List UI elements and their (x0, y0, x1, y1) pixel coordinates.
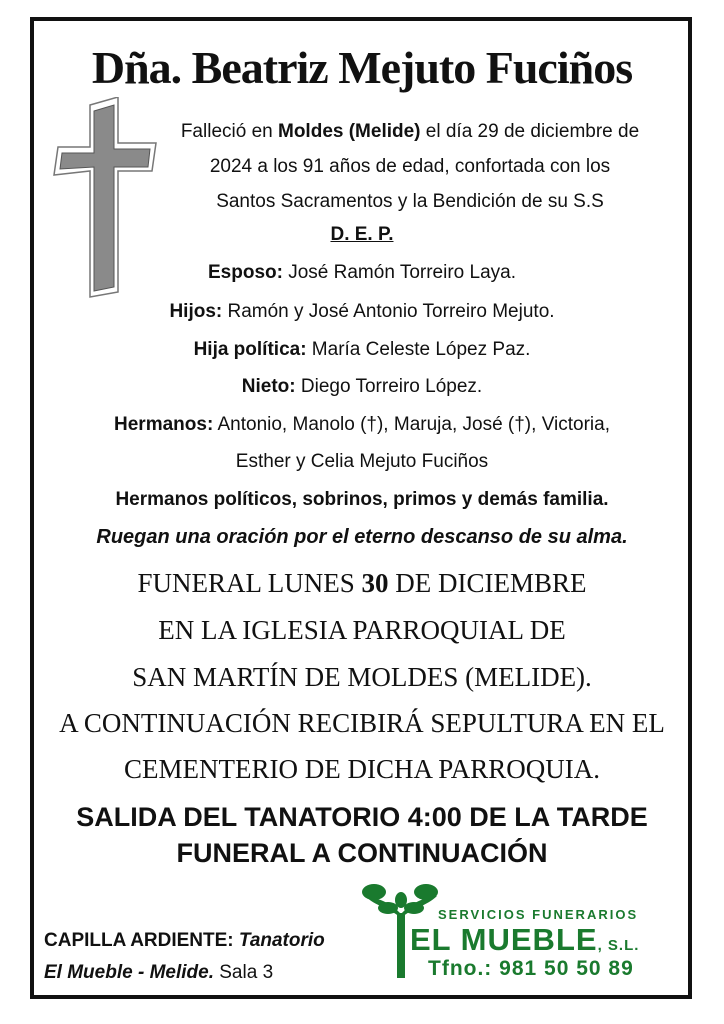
logo-name: EL MUEBLE, S.L. (410, 922, 640, 957)
prayer-request: Ruegan una oración por el eterno descanso de su alma. (96, 526, 628, 548)
family-line-grandson: Nieto: Diego Torreiro López. (241, 376, 483, 397)
funeral-home-logo (360, 878, 680, 988)
departure-line: SALIDA DEL TANATORIO 4:00 DE LA TARDE (76, 802, 648, 832)
family-line-siblings-cont: Esther y Celia Mejuto Fuciños (235, 451, 489, 472)
family-line-spouse: Esposo: José Ramón Torreiro Laya. (208, 262, 516, 283)
funeral-line-2: EN LA IGLESIA PARROQUIAL DE (158, 615, 566, 645)
family-line-siblings: Hermanos: Antonio, Manolo (†), Maruja, José (†), Victoria, (114, 414, 610, 435)
death-announcement: Falleció en Moldes (Melide) el día 29 de diciembre de 2024 a los 91 años de edad, confortada con los Santos Sacramentos y la Bendición de su S.S (180, 121, 640, 212)
logo-phone: Tfno.: 981 50 50 89 (428, 957, 634, 980)
funeral-line-1: FUNERAL LUNES 30 DE DICIEMBRE (137, 568, 587, 598)
family-line-daughter-in-law: Hija política: María Celeste López Paz. (193, 339, 531, 360)
chapel-info: CAPILLA ARDIENTE: Tanatorio El Mueble - Melide. Sala 3 (44, 930, 325, 983)
funeral-follows-line: FUNERAL A CONTINUACIÓN (176, 838, 548, 868)
family-line-children: Hijos: Ramón y José Antonio Torreiro Mejuto. (169, 301, 555, 322)
deceased-name: Dña. Beatriz Mejuto Fuciños (91, 42, 633, 93)
logo-tagline: SERVICIOS FUNERARIOS (438, 907, 639, 922)
funeral-line-3: SAN MARTÍN DE MOLDES (MELIDE). (132, 662, 592, 692)
extended-family: Hermanos políticos, sobrinos, primos y demás familia. (115, 489, 609, 510)
dep-heading: D. E. P. (330, 224, 394, 245)
funeral-line-5: CEMENTERIO DE DICHA PARROQUIA. (123, 754, 601, 784)
funeral-line-4: A CONTINUACIÓN RECIBIRÁ SEPULTURA EN EL (59, 708, 665, 738)
